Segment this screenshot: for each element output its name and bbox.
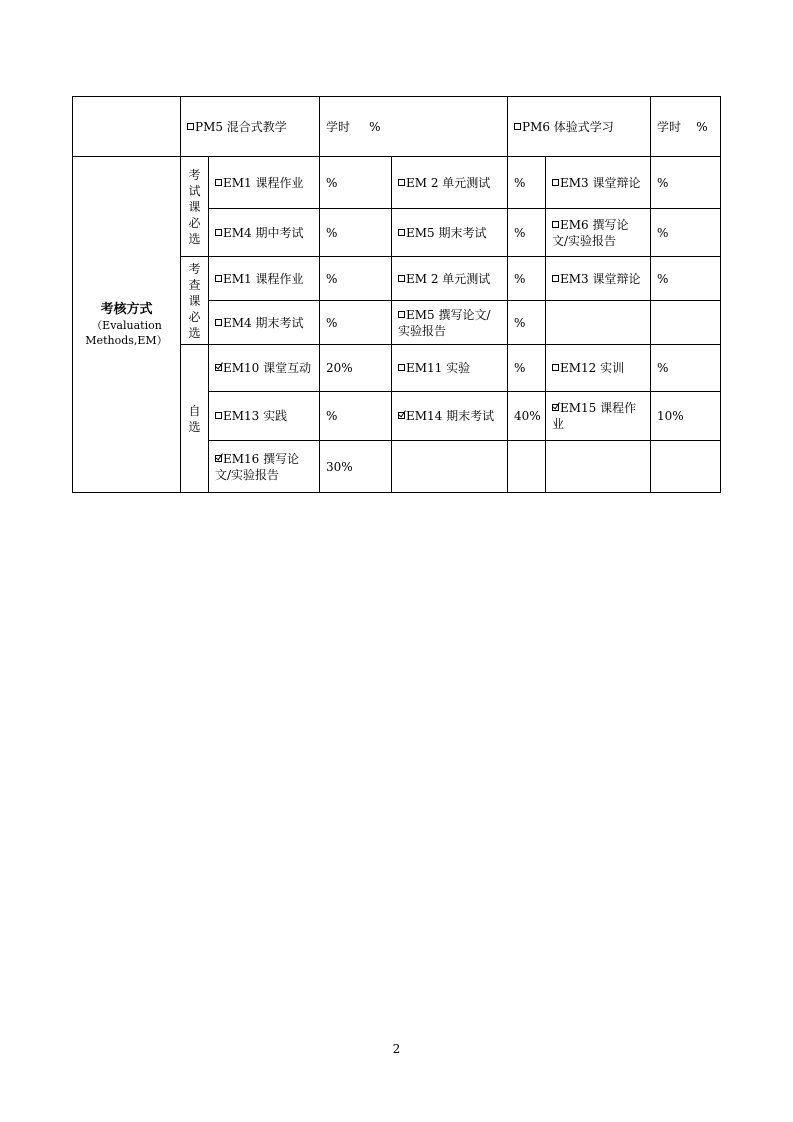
exam-em4-cell[interactable]	[209, 209, 320, 257]
empty-cell	[508, 441, 546, 493]
check-em3-cell[interactable]	[546, 257, 651, 301]
pm5-hours-label: 学时	[326, 119, 351, 134]
pm6-label: PM6 体验式学习	[522, 119, 614, 134]
exam-em6-checkbox[interactable]	[552, 221, 559, 228]
empty-cell	[392, 441, 508, 493]
check-em5-checkbox[interactable]	[398, 311, 405, 318]
opt-em15-label: EM15 课程作业	[552, 401, 637, 431]
opt-em12-label: EM12 实训	[560, 361, 625, 375]
exam-em5-checkbox[interactable]	[398, 229, 405, 236]
pm5-cell[interactable]	[181, 97, 320, 157]
pm6-cell[interactable]	[508, 97, 651, 157]
pm5-pct: %	[369, 119, 381, 134]
check-em5-value[interactable]: %	[508, 301, 546, 345]
check-em1-value[interactable]: %	[320, 257, 392, 301]
opt-em13-cell[interactable]	[209, 392, 320, 441]
opt-em14-checkbox[interactable]	[398, 412, 405, 419]
section-title-cell	[73, 157, 181, 493]
opt-em10-checkbox[interactable]	[215, 364, 222, 371]
opt-em14-value[interactable]: 40%	[508, 392, 546, 441]
empty-cell	[73, 97, 181, 157]
page-number: 2	[392, 1042, 401, 1056]
section-title: 考核方式	[100, 301, 153, 317]
opt-em13-label: EM13 实践	[223, 409, 288, 423]
check-em3-value[interactable]: %	[651, 257, 721, 301]
exam-em4-label: EM4 期中考试	[223, 225, 304, 240]
pm6-hours-cell	[651, 97, 721, 157]
opt-em14-cell[interactable]	[392, 392, 508, 441]
empty-cell	[651, 441, 721, 493]
pm5-checkbox[interactable]	[187, 123, 194, 130]
check-em1-label: EM1 课程作业	[223, 271, 304, 286]
check-em2-value[interactable]: %	[508, 257, 546, 301]
opt-em13-checkbox[interactable]	[215, 412, 222, 419]
check-em3-label: EM3 课堂辩论	[560, 271, 641, 286]
check-required-group	[181, 257, 209, 345]
opt-em14-label: EM14 期末考试	[406, 409, 495, 423]
exam-em6-value[interactable]: %	[651, 209, 721, 257]
pm6-hours-label: 学时	[657, 119, 682, 134]
exam-em6-label: EM6 撰写论文/实验报告	[552, 217, 629, 248]
opt-em15-checkbox[interactable]	[552, 404, 559, 411]
opt-em11-label: EM11 实验	[406, 361, 471, 375]
opt-em16-label: EM16 撰写论文/实验报告	[215, 451, 300, 482]
exam-em2-value[interactable]: %	[508, 157, 546, 209]
exam-em4-value[interactable]: %	[320, 209, 392, 257]
check-required-label: 考查课必选	[188, 261, 201, 340]
empty-cell	[546, 441, 651, 493]
exam-em3-checkbox[interactable]	[552, 179, 559, 186]
opt-em12-value[interactable]: %	[651, 345, 721, 392]
check-em2-cell[interactable]	[392, 257, 508, 301]
optional-group	[181, 345, 209, 493]
exam-em1-cell[interactable]	[209, 157, 320, 209]
check-em4-checkbox[interactable]	[215, 319, 222, 326]
teaching-methods-row	[73, 97, 721, 157]
exam-required-group	[181, 157, 209, 257]
opt-em12-checkbox[interactable]	[552, 364, 559, 371]
exam-required-label: 考试课必选	[188, 167, 201, 246]
pm5-label: PM5 混合式教学	[195, 119, 287, 134]
opt-em15-value[interactable]: 10%	[651, 392, 721, 441]
check-em4-cell[interactable]	[209, 301, 320, 345]
opt-em11-cell[interactable]	[392, 345, 508, 392]
check-em4-label: EM4 期末考试	[223, 315, 304, 330]
exam-em2-label: EM 2 单元测试	[406, 175, 491, 190]
opt-em11-value[interactable]: %	[508, 345, 546, 392]
section-subtitle-2: Methods,EM）	[85, 333, 168, 347]
opt-em10-value[interactable]: 20%	[320, 345, 392, 392]
exam-em5-value[interactable]: %	[508, 209, 546, 257]
check-em1-checkbox[interactable]	[215, 275, 222, 282]
exam-em2-cell[interactable]	[392, 157, 508, 209]
check-em5-label: EM5 撰写论文/实验报告	[398, 307, 491, 338]
check-em1-cell[interactable]	[209, 257, 320, 301]
empty-cell	[651, 301, 721, 345]
opt-em16-value[interactable]: 30%	[320, 441, 392, 493]
exam-em5-cell[interactable]	[392, 209, 508, 257]
section-subtitle-1: （Evaluation	[91, 318, 162, 332]
exam-em1-value[interactable]: %	[320, 157, 392, 209]
exam-em2-checkbox[interactable]	[398, 179, 405, 186]
exam-em5-label: EM5 期末考试	[406, 225, 487, 240]
exam-em1-label: EM1 课程作业	[223, 175, 304, 190]
opt-em15-cell[interactable]	[546, 392, 651, 441]
exam-em3-value[interactable]: %	[651, 157, 721, 209]
exam-em4-checkbox[interactable]	[215, 229, 222, 236]
pm5-hours-cell	[320, 97, 508, 157]
opt-em10-cell[interactable]	[209, 345, 320, 392]
evaluation-methods-table	[72, 96, 721, 493]
check-em2-label: EM 2 单元测试	[406, 271, 491, 286]
exam-em3-label: EM3 课堂辩论	[560, 175, 641, 190]
check-em2-checkbox[interactable]	[398, 275, 405, 282]
pm6-checkbox[interactable]	[514, 123, 521, 130]
check-em5-cell[interactable]	[392, 301, 508, 345]
opt-em10-label: EM10 课堂互动	[223, 361, 312, 375]
opt-em16-checkbox[interactable]	[215, 455, 222, 462]
empty-cell	[546, 301, 651, 345]
pm6-pct: %	[696, 119, 708, 134]
check-em4-value[interactable]: %	[320, 301, 392, 345]
exam-em6-cell[interactable]	[546, 209, 651, 257]
opt-em16-cell[interactable]	[209, 441, 320, 493]
opt-em13-value[interactable]: %	[320, 392, 392, 441]
opt-em12-cell[interactable]	[546, 345, 651, 392]
check-em3-checkbox[interactable]	[552, 275, 559, 282]
exam-em3-cell[interactable]	[546, 157, 651, 209]
opt-em11-checkbox[interactable]	[398, 364, 405, 371]
exam-em1-checkbox[interactable]	[215, 179, 222, 186]
exam-required-row-1	[73, 157, 721, 209]
optional-label: 自选	[188, 403, 201, 434]
